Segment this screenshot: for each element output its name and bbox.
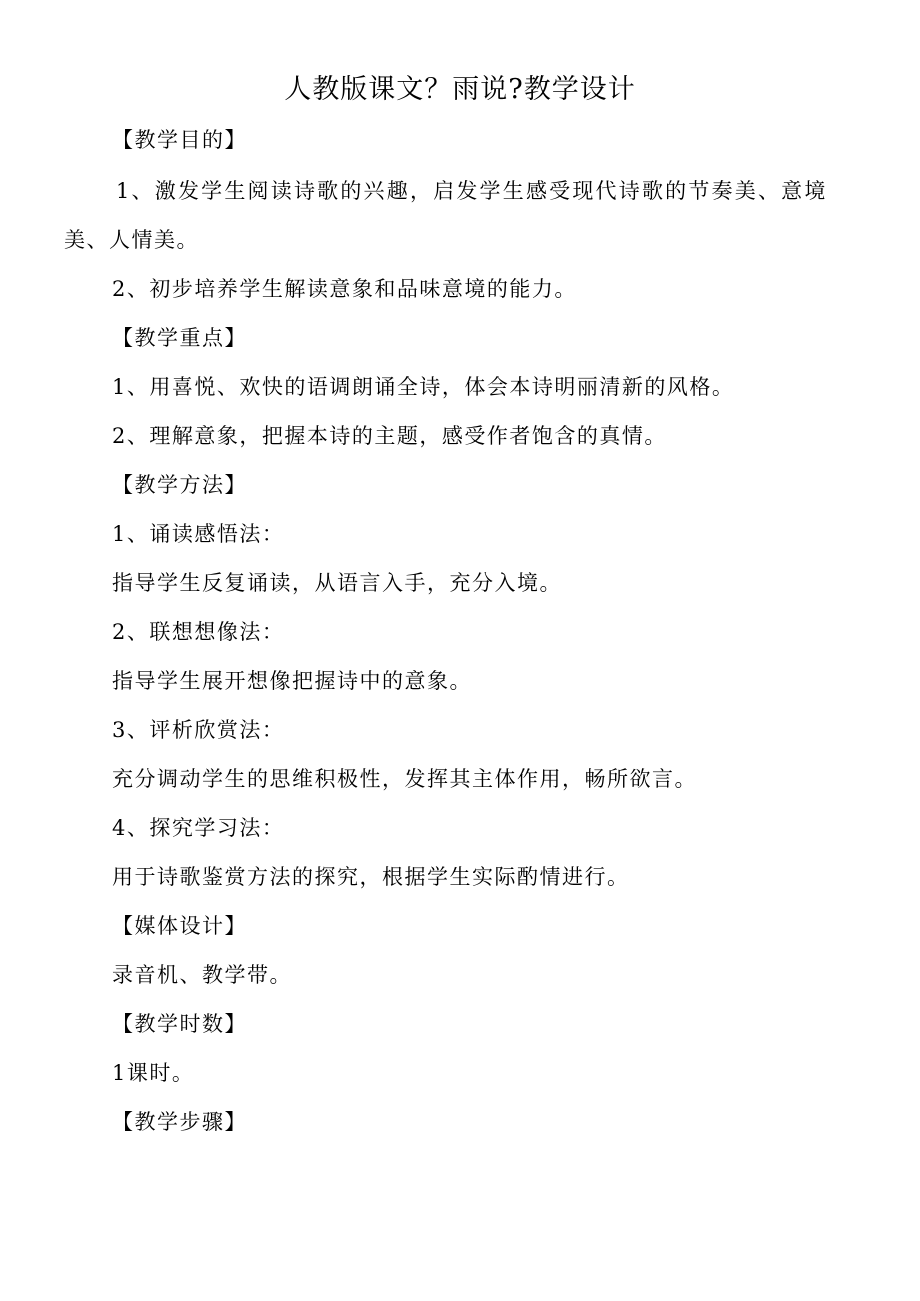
method-1-text: 指导学生反复诵读，从语言入手，充分入境。 xyxy=(112,571,562,595)
method-4-text: 用于诗歌鉴赏方法的探究，根据学生实际酌情进行。 xyxy=(112,865,630,889)
section-heading-media: 【媒体设计】 xyxy=(112,914,247,938)
method-3-text: 充分调动学生的思维积极性，发挥其主体作用，畅所欲言。 xyxy=(112,767,697,791)
media-text: 录音机、教学带。 xyxy=(112,963,292,987)
section-heading-steps: 【教学步骤】 xyxy=(112,1110,247,1134)
document-title: 人教版课文？雨说?教学设计 xyxy=(284,74,636,105)
objective-1-text-continued: 美、人情美。 xyxy=(64,228,199,252)
section-heading-key-points: 【教学重点】 xyxy=(112,326,247,350)
method-1-heading: 1、诵读感悟法： xyxy=(112,522,285,546)
objective-1-text: 1、激发学生阅读诗歌的兴趣，启发学生感受现代诗歌的节奏美、意境 xyxy=(116,179,828,203)
method-2-heading: 2、联想想像法： xyxy=(112,620,285,644)
method-2-text: 指导学生展开想像把握诗中的意象。 xyxy=(112,669,472,693)
section-heading-objectives: 【教学目的】 xyxy=(112,128,247,152)
objective-2-text: 2、初步培养学生解读意象和品味意境的能力。 xyxy=(112,277,577,301)
key-point-2-text: 2、理解意象，把握本诗的主题，感受作者饱含的真情。 xyxy=(112,424,667,448)
method-4-heading: 4、探究学习法： xyxy=(112,816,285,840)
method-3-heading: 3、评析欣赏法： xyxy=(112,718,285,742)
section-heading-class-hours: 【教学时数】 xyxy=(112,1012,247,1036)
class-hours-text: 1课时。 xyxy=(112,1061,195,1085)
section-heading-methods: 【教学方法】 xyxy=(112,473,247,497)
key-point-1-text: 1、用喜悦、欢快的语调朗诵全诗，体会本诗明丽清新的风格。 xyxy=(112,375,735,399)
